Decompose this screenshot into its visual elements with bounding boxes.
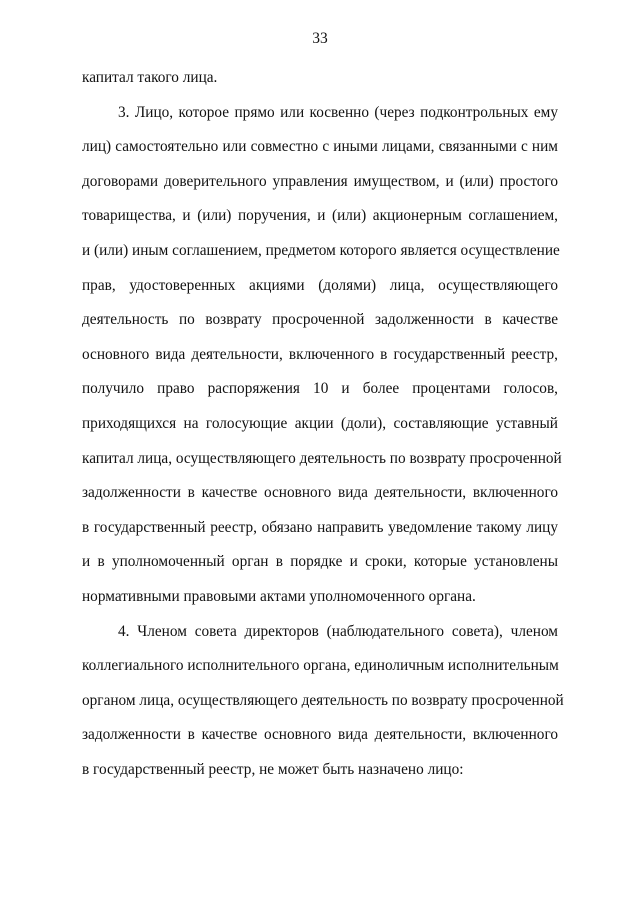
paragraph-line: капитал лица, осуществляющего деятельность по возврату просроченной	[82, 449, 562, 467]
paragraph-line: приходящихся на голосующие акции (доли), составляющие уставный	[82, 414, 558, 432]
paragraph-line: коллегиального исполнительного органа, единоличным исполнительным	[82, 657, 559, 675]
paragraph-line: и (или) иным соглашением, предметом которого является осуществление	[82, 241, 560, 259]
paragraph-line: задолженности в качестве основного вида деятельности, включенного	[82, 726, 558, 744]
paragraph-line: договорами доверительного управления имуществом, и (или) простого	[82, 172, 558, 190]
paragraph-line: получило право распоряжения 10 и более процентами голосов,	[82, 380, 558, 398]
paragraph-line: деятельность по возврату просроченной задолженности в качестве	[82, 311, 558, 329]
paragraph-line: 3. Лицо, которое прямо или косвенно (через подконтрольных ему	[118, 103, 558, 121]
paragraph-line: в государственный реестр, не может быть назначено лицо:	[82, 760, 464, 778]
page-number: 33	[312, 30, 328, 47]
paragraph-line: лиц) самостоятельно или совместно с иными лицами, связанными с ним	[82, 138, 558, 156]
paragraph-line: прав, удостоверенных акциями (долями) лица, осуществляющего	[82, 276, 558, 294]
paragraph-line: задолженности в качестве основного вида деятельности, включенного	[82, 484, 558, 502]
paragraph-line: основного вида деятельности, включенного в государственный реестр,	[82, 345, 558, 363]
paragraph-line: в государственный реестр, обязано направить уведомление такому лицу	[82, 518, 558, 536]
paragraph-line: нормативными правовыми актами уполномоченного органа.	[82, 587, 476, 605]
paragraph-line: и в уполномоченный орган в порядке и сроки, которые установлены	[82, 553, 558, 571]
paragraph-line: капитал такого лица.	[82, 69, 218, 86]
paragraph-line: 4. Членом совета директоров (наблюдательного совета), членом	[118, 622, 558, 640]
paragraph-line: органом лица, осуществляющего деятельность по возврату просроченной	[82, 691, 564, 709]
document-body	[82, 66, 564, 792]
paragraph-line: товарищества, и (или) поручения, и (или) акционерным соглашением,	[82, 207, 558, 225]
